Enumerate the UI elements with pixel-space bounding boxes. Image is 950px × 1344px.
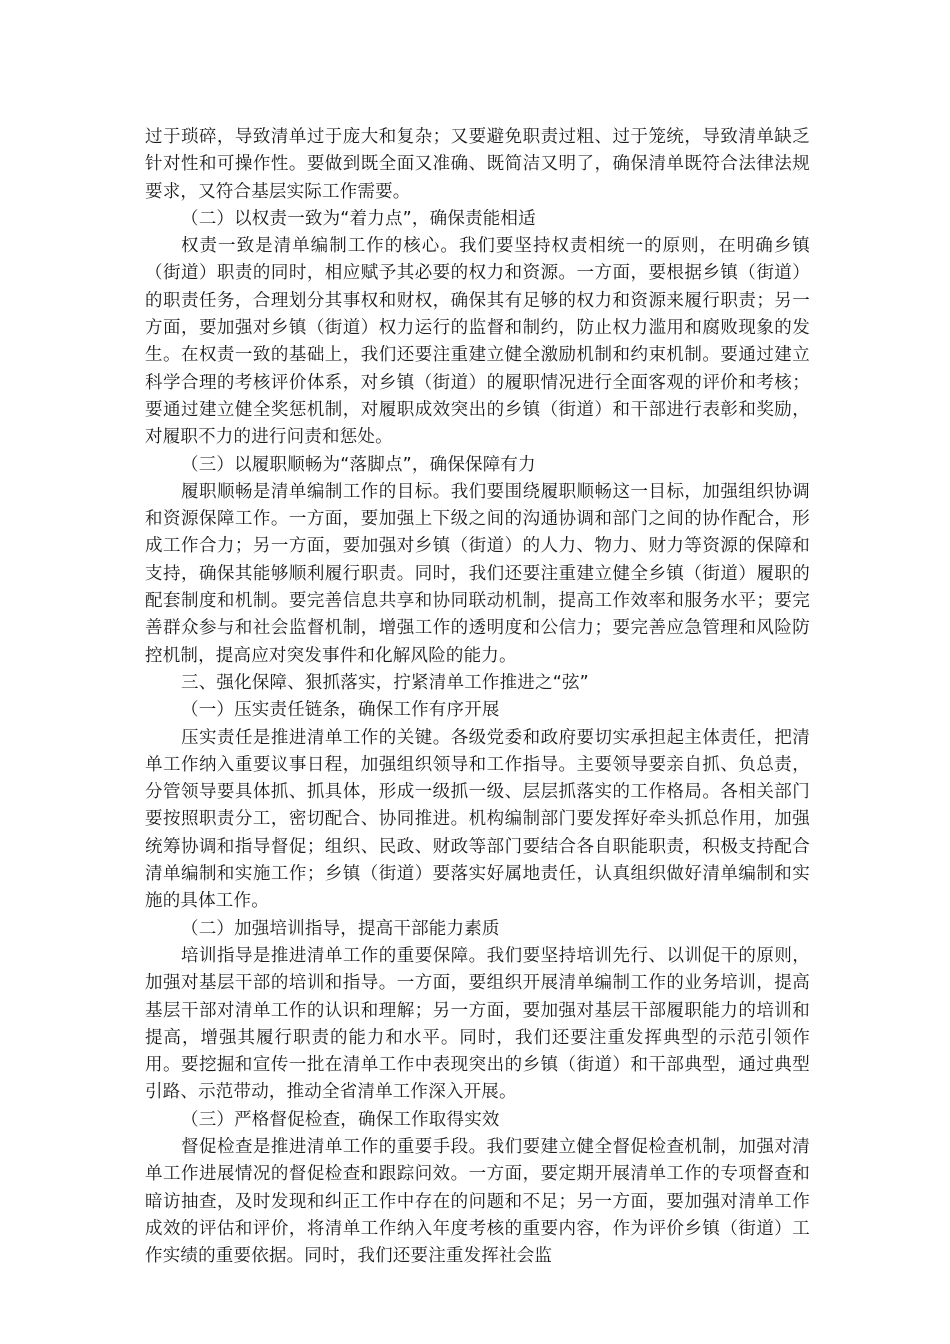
- body-paragraph: 培训指导是推进清单工作的重要保障。我们要坚持培训先行、以训促干的原则，加强对基层干部的培训和指导。一方面，要组织开展清单编制工作的业务培训，提高基层干部对清单工作的认识和理解；另一方面，要加强对基层干部履职能力的培训和提高，增强其履行职责的能力和水平。同时，我们还要注重发挥典型的示范引领作用。要挖掘和宣传一批在清单工作中表现突出的乡镇（街道）和干部典型，通过典型引路、示范带动，推动全省清单工作深入开展。: [145, 945, 810, 1103]
- subheading-1: （一）压实责任链条，确保工作有序开展: [181, 700, 500, 721]
- body-paragraph: 权责一致是清单编制工作的核心。我们要坚持权责相统一的原则，在明确乡镇（街道）职责的同时，相应赋予其必要的权力和资源。一方面，要根据乡镇（街道）的职责任务，合理划分其事权和财权，确保其有足够的权力和资源来履行职责；另一方面，要加强对乡镇（街道）权力运行的监督和制约，防止权力滥用和腐败现象的发生。在权责一致的基础上，我们还要注重建立健全激励机制和约束机制。要通过建立科学合理的考核评价体系，对乡镇（街道）的履职情况进行全面客观的评价和考核；要通过建立健全奖惩机制，对履职成效突出的乡镇（街道）和干部进行表彰和奖励，对履职不力的进行问责和惩处。: [145, 236, 810, 448]
- subheading-3: （三）严格督促检查，确保工作取得实效: [181, 1109, 500, 1130]
- subheading-3: （三）以履职顺畅为“落脚点”，确保保障有力: [181, 454, 536, 475]
- body-paragraph: 履职顺畅是清单编制工作的目标。我们要围绕履职顺畅这一目标，加强组织协调和资源保障工作。一方面，要加强上下级之间的沟通协调和部门之间的协作配合，形成工作合力；另一方面，要加强对乡镇（街道）的人力、物力、财力等资源的保障和支持，确保其能够顺利履行职责。同时，我们还要注重建立健全乡镇（街道）履职的配套制度和机制。要完善信息共享和协同联动机制，提高工作效率和服务水平；要完善群众参与和社会监督机制，增强工作的透明度和公信力；要完善应急管理和风险防控机制，提高应对突发事件和化解风险的能力。: [145, 481, 810, 666]
- subheading-2: （二）加强培训指导，提高干部能力素质: [181, 918, 500, 939]
- body-paragraph: 压实责任是推进清单工作的关键。各级党委和政府要切实承担起主体责任，把清单工作纳入重要议事日程，加强组织领导和工作指导。主要领导要亲自抓、负总责，分管领导要具体抓、抓具体，形成一级抓一级、层层抓落实的工作格局。各相关部门要按照职责分工，密切配合、协同推进。机构编制部门要发挥好牵头抓总作用，加强统筹协调和指导督促；组织、民政、财政等部门要结合各自职能职责，积极支持配合清单编制和实施工作；乡镇（街道）要落实好属地责任，认真组织做好清单编制和实施的具体工作。: [145, 727, 810, 912]
- section-heading-3: 三、强化保障、狠抓落实，拧紧清单工作推进之“弦”: [181, 672, 589, 693]
- body-paragraph-continued: 过于琐碎，导致清单过于庞大和复杂；又要避免职责过粗、过于笼统，导致清单缺乏针对性和可操作性。要做到既全面又准确、既简洁又明了，确保清单既符合法律法规要求，又符合基层实际工作需要。: [145, 127, 810, 202]
- subheading-2: （二）以权责一致为“着力点”，确保责能相适: [181, 208, 536, 229]
- document-page: [145, 124, 810, 1270]
- body-paragraph: 督促检查是推进清单工作的重要手段。我们要建立健全督促检查机制，加强对清单工作进展情况的督促检查和跟踪问效。一方面，要定期开展清单工作的专项督查和暗访抽查，及时发现和纠正工作中存在的问题和不足；另一方面，要加强对清单工作成效的评估和评价，将清单工作纳入年度考核的重要内容，作为评价乡镇（街道）工作实绩的重要依据。同时，我们还要注重发挥社会监: [145, 1136, 810, 1267]
